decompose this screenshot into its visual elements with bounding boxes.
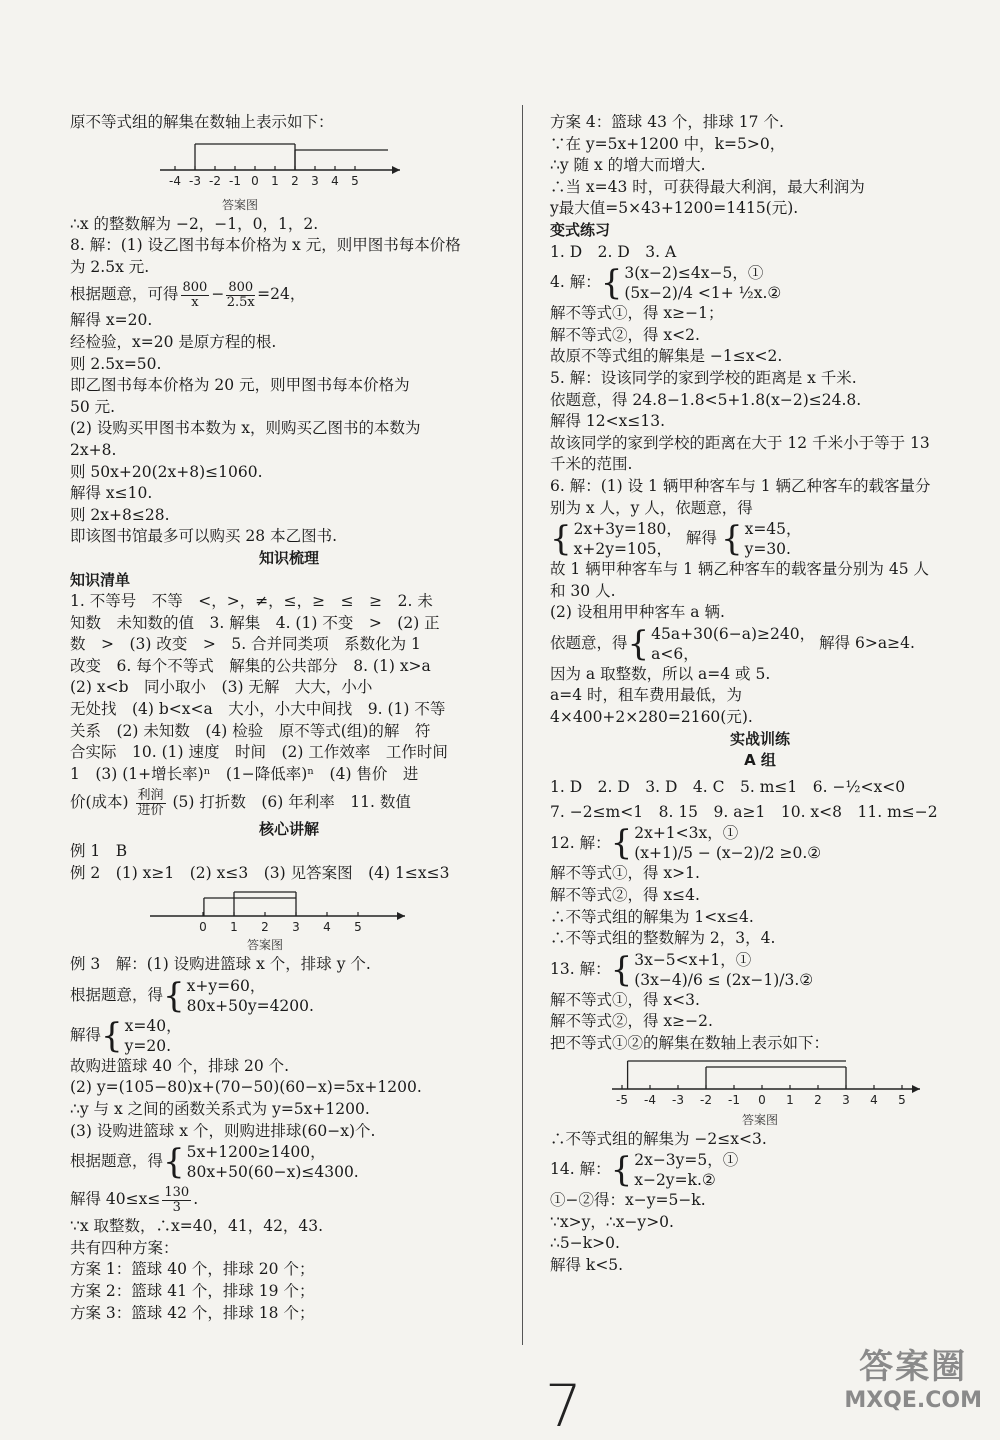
text-line: 解不等式②，得 x≤4. bbox=[550, 886, 700, 905]
numerator: 800 bbox=[182, 279, 208, 295]
equation-system bbox=[550, 519, 970, 559]
text-line: 7. −2≤m<1 8. 15 9. a≥1 10. x<8 11. m≤−2 bbox=[550, 802, 938, 821]
brace-glyph: { bbox=[627, 623, 650, 664]
text-line: ①−②得：x−y=5−k. bbox=[550, 1191, 706, 1210]
text-line: 原不等式组的解集在数轴上表示如下： bbox=[70, 113, 334, 131]
tick-label: -4 bbox=[644, 1092, 656, 1107]
minus-sign: − bbox=[211, 285, 225, 304]
text-line: ∵在 y=5x+1200 中，k=5>0， bbox=[550, 134, 786, 153]
text-span: . bbox=[193, 1190, 199, 1209]
tick-label: -4 bbox=[169, 173, 181, 188]
tick-label: 3 bbox=[292, 920, 300, 935]
text-line: 1. 不等号 不等 <，>，≠，≤，≥ ≤ ≥ 2. 未 bbox=[70, 592, 433, 611]
equation: 5x+1200≥1400， bbox=[186, 1143, 326, 1162]
text-line: 解不等式①，得 x>1. bbox=[550, 864, 700, 883]
text-line bbox=[70, 785, 508, 819]
text-line: 为 2.5x 元. bbox=[70, 257, 150, 276]
equation-system bbox=[550, 263, 970, 303]
text-line: 即乙图书每本价格为 20 元，则甲图书每本价格为 bbox=[70, 376, 410, 395]
equation: x=40， bbox=[124, 1016, 182, 1035]
numerator: 800 bbox=[228, 279, 254, 295]
tick-label: 5 bbox=[351, 173, 359, 188]
text-line: 故该同学的家到学校的距离在大于 12 千米小于等于 13 bbox=[550, 433, 930, 452]
text-line: 故购进篮球 40 个，排球 20 个. bbox=[70, 1056, 290, 1075]
section-heading: 知识清单 bbox=[70, 570, 131, 589]
text-line: 故原不等式组的解集是 −1≤x<2. bbox=[550, 347, 783, 366]
tick-label: 0 bbox=[251, 173, 259, 188]
text-span: 解得 6>a≥4. bbox=[819, 634, 915, 653]
text-line: 50 元. bbox=[70, 397, 116, 416]
text-line: 解得 x≤10. bbox=[70, 484, 153, 503]
watermark bbox=[844, 1339, 982, 1413]
text-line: 解得 x=20. bbox=[70, 311, 153, 330]
text-line: 依题意，得 24.8−1.8<5+1.8(x−2)≤24.8. bbox=[550, 390, 862, 409]
text-line: 因为 a 取整数，所以 a=4 或 5. bbox=[550, 664, 771, 683]
tick-label: 2 bbox=[291, 173, 299, 188]
text-line: 把不等式①②的解集在数轴上表示如下： bbox=[550, 1034, 830, 1052]
text-span: 解得 bbox=[70, 1026, 102, 1045]
text-line: 合实际 10. (1) 速度 时间 (2) 工作效率 工作时间 bbox=[70, 743, 448, 762]
denominator: x bbox=[191, 294, 199, 310]
column-divider bbox=[522, 105, 523, 1345]
equation-line bbox=[70, 278, 508, 310]
eq-suffix: =24， bbox=[257, 285, 306, 304]
text-span: 13. 解： bbox=[550, 960, 611, 979]
text-line: 则 50x+20(2x+8)≤1060. bbox=[70, 462, 263, 481]
text-line: 方案 3：篮球 42 个，排球 18 个； bbox=[70, 1303, 315, 1322]
text-line: 故 1 辆甲种客车与 1 辆乙种客车的载客量分别为 45 人 bbox=[550, 560, 930, 579]
tick-label: 1 bbox=[786, 1092, 794, 1107]
text-line: ∴当 x=43 时，可获得最大利润，最大利润为 bbox=[550, 177, 865, 196]
equation-system bbox=[550, 950, 970, 990]
text-line: 例 1 B bbox=[70, 842, 128, 861]
text-line: 别为 x 人，y 人，依题意，得 bbox=[550, 498, 753, 517]
text-line: 经检验，x=20 是原方程的根. bbox=[70, 332, 277, 351]
text-line: 解不等式②，得 x<2. bbox=[550, 325, 700, 344]
tick-label: 2 bbox=[261, 920, 269, 935]
text-line: 即该图书馆最多可以购买 28 本乙图书. bbox=[70, 527, 338, 546]
page-number: 7 bbox=[545, 1372, 582, 1440]
tick-label: 4 bbox=[331, 173, 339, 188]
equation: 80x+50(60−x)≤4300. bbox=[186, 1163, 359, 1182]
equation: a<6， bbox=[651, 644, 699, 663]
text-span: 14. 解： bbox=[550, 1160, 611, 1179]
brace-glyph: { bbox=[600, 263, 623, 304]
equation: 3x−5<x+1，① bbox=[634, 950, 752, 969]
text-line: 例 3 解：(1) 设购进篮球 x 个，排球 y 个. bbox=[70, 955, 371, 974]
tick-label: -3 bbox=[189, 173, 201, 188]
text-span: 依题意，得 bbox=[550, 634, 628, 653]
text-line: 1. D 2. D 3. A bbox=[550, 242, 677, 261]
tick-label: 1 bbox=[271, 173, 279, 188]
text-line: 关系 (2) 未知数 (4) 检验 原不等式(组)的解 符 bbox=[70, 721, 431, 740]
text-line: 解得 k<5. bbox=[550, 1255, 624, 1274]
text-span: 根据题意，得 bbox=[70, 1152, 164, 1171]
text-line: 8. 解：(1) 设乙图书每本价格为 x 元，则甲图书每本价格 bbox=[70, 236, 461, 255]
text-line: 5. 解：设该同学的家到学校的距离是 x 千米. bbox=[550, 368, 857, 387]
brace-glyph: { bbox=[610, 1150, 633, 1191]
axis-arrow bbox=[392, 166, 400, 174]
text-line: 1. D 2. D 3. D 4. C 5. m≤1 6. −½<x<0 bbox=[550, 777, 906, 796]
text-span: 4. 解： bbox=[550, 273, 601, 292]
tick-label: -5 bbox=[616, 1092, 628, 1107]
text-line: 改变 6. 每个不等式 解集的公共部分 8. (1) x>a bbox=[70, 656, 431, 675]
figure-caption: 答案图 bbox=[246, 938, 283, 953]
text-span: 12. 解： bbox=[550, 833, 611, 852]
text-line: ∴不等式组的解集为 −2≤x<3. bbox=[550, 1129, 767, 1148]
fraction bbox=[226, 281, 255, 310]
tick-label: 1 bbox=[230, 920, 238, 935]
text-line: 数 > (3) 改变 > 5. 合并同类项 系数化为 1 bbox=[70, 635, 421, 654]
text-line: 2x+8. bbox=[70, 440, 117, 459]
section-heading: 知识梳理 bbox=[258, 548, 319, 567]
equation: x=45， bbox=[744, 520, 802, 539]
text-line: ∴x 的整数解为 −2，−1，0，1，2. bbox=[70, 214, 319, 233]
text-line: 6. 解：(1) 设 1 辆甲种客车与 1 辆乙种客车的载客量分 bbox=[550, 476, 931, 495]
text-line: ∵x 取整数，∴x=40，41，42，43. bbox=[70, 1217, 324, 1236]
numerator: 130 bbox=[164, 1184, 190, 1200]
watermark-logo-text: 答案圈 bbox=[859, 1347, 968, 1387]
text-line: 解得 12<x≤13. bbox=[550, 412, 666, 431]
tick-label: -3 bbox=[672, 1092, 684, 1107]
tick-label: -1 bbox=[229, 173, 241, 188]
equation: (3x−4)/6 ≤ (2x−1)/3.② bbox=[634, 970, 814, 989]
tick-label: 3 bbox=[842, 1092, 850, 1107]
text-line: 例 2 (1) x≥1 (2) x≤3 (3) 见答案图 (4) 1≤x≤3 bbox=[70, 863, 450, 882]
text-line: ∴不等式组的解集为 1<x≤4. bbox=[550, 907, 754, 926]
text-line: (2) x<b 同小取小 (3) 无解 大大，小小 bbox=[70, 678, 373, 697]
text-line: ∴5−k>0. bbox=[550, 1234, 620, 1253]
tick-label: 0 bbox=[758, 1092, 766, 1107]
brace-glyph: { bbox=[610, 949, 633, 990]
tick-label: 5 bbox=[354, 920, 362, 935]
left-column bbox=[70, 112, 508, 1324]
text-span: 解得 40≤x≤ bbox=[70, 1190, 161, 1209]
equation-system bbox=[550, 624, 970, 664]
brace-glyph: { bbox=[550, 519, 572, 560]
tick-label: -1 bbox=[728, 1092, 740, 1107]
fraction bbox=[136, 789, 166, 818]
tick-label: -2 bbox=[209, 173, 221, 188]
equation: y=30. bbox=[744, 540, 791, 559]
text-line: 1 (3) (1+增长率)ⁿ (1−降低率)ⁿ (4) 售价 进 bbox=[70, 764, 419, 783]
text-line: 千米的范围. bbox=[550, 455, 633, 474]
equation-system bbox=[550, 1150, 970, 1190]
equation: x−2y=k.② bbox=[634, 1171, 716, 1190]
text-line: 知数 未知数的值 3. 解集 4. (1) 不变 > (2) 正 bbox=[70, 613, 440, 632]
text-line: y最大值=5×43+1200=1415(元). bbox=[550, 199, 799, 218]
right-column bbox=[550, 112, 970, 1277]
fraction bbox=[181, 281, 210, 310]
text-span: 根据题意，得 bbox=[70, 986, 164, 1005]
denominator: 进价 bbox=[137, 802, 164, 818]
axis-arrow bbox=[397, 912, 405, 920]
text-line: 4×400+2×280=2160(元). bbox=[550, 708, 753, 727]
text-line: 方案 1：篮球 40 个，排球 20 个； bbox=[70, 1260, 315, 1279]
text-line: (2) y=(105−80)x+(70−50)(60−x)=5x+1200. bbox=[70, 1078, 422, 1097]
equation-system bbox=[70, 1142, 508, 1182]
text-line: a=4 时，租车费用最低，为 bbox=[550, 686, 743, 705]
text-line bbox=[70, 1182, 508, 1216]
equation-system bbox=[550, 823, 970, 863]
equation: (5x−2)/4 <1+ ½x.② bbox=[624, 284, 782, 303]
equation: 80x+50y=4200. bbox=[186, 996, 314, 1015]
equation-system bbox=[70, 1016, 508, 1056]
text-line: 解不等式②，得 x≥−2. bbox=[550, 1012, 713, 1031]
text-line: (2) 设租用甲种客车 a 辆. bbox=[550, 603, 725, 622]
tick-label: 0 bbox=[199, 920, 207, 935]
text-line: ∴y 与 x 之间的函数关系式为 y=5x+1200. bbox=[70, 1100, 370, 1118]
text-line: 方案 4：篮球 43 个，排球 17 个. bbox=[550, 113, 784, 131]
watermark-url: MXQE.COM bbox=[844, 1388, 982, 1413]
tick-label: 4 bbox=[870, 1092, 878, 1107]
text-line: 则 2.5x=50. bbox=[70, 354, 162, 373]
axis-arrow bbox=[912, 1085, 920, 1093]
text-line: (3) 设购进篮球 x 个，则购进排球(60−x)个. bbox=[70, 1121, 376, 1140]
figure-caption: 答案图 bbox=[741, 1112, 778, 1127]
tick-label: 4 bbox=[323, 920, 331, 935]
tick-label: 2 bbox=[814, 1092, 822, 1107]
figure-caption: 答案图 bbox=[221, 197, 258, 212]
text-line: (2) 设购买甲图书本数为 x，则购买乙图书的本数为 bbox=[70, 419, 421, 438]
text-span: 解得 bbox=[685, 529, 717, 548]
tick-label: 5 bbox=[898, 1092, 906, 1107]
numerator: 利润 bbox=[137, 787, 164, 803]
text-line: 则 2x+8≤28. bbox=[70, 505, 170, 524]
brace-glyph: { bbox=[163, 975, 185, 1016]
denominator: 3 bbox=[172, 1199, 181, 1215]
section-heading: A 组 bbox=[744, 751, 776, 770]
text-line: ∵x>y，∴x−y>0. bbox=[550, 1212, 674, 1231]
equation: 3(x−2)≤4x−5，① bbox=[624, 264, 764, 283]
text-span: (5) 打折数 (6) 年利率 11. 数值 bbox=[172, 793, 411, 812]
number-line-figure-3 bbox=[550, 1057, 970, 1109]
text-line: 和 30 人. bbox=[550, 581, 616, 600]
text-line: 无处找 (4) b<x<a 大小，小大中间找 9. (1) 不等 bbox=[70, 700, 446, 719]
brace-glyph: { bbox=[101, 1015, 123, 1056]
number-line-figure-2 bbox=[70, 886, 508, 934]
brace-glyph: { bbox=[610, 823, 633, 864]
equation: 2x+1<3x，① bbox=[634, 824, 739, 843]
section-heading: 变式练习 bbox=[550, 220, 611, 239]
denominator: 2.5x bbox=[226, 294, 255, 310]
equation: y=20. bbox=[124, 1036, 172, 1055]
text-line: 方案 2：篮球 41 个，排球 19 个； bbox=[70, 1281, 315, 1300]
brace-glyph: { bbox=[720, 519, 743, 560]
text-line: ∴y 随 x 的增大而增大. bbox=[550, 156, 706, 175]
equation-system bbox=[70, 976, 508, 1016]
tick-label: 3 bbox=[311, 173, 319, 188]
number-line-figure-1 bbox=[70, 136, 508, 194]
text-line: 解不等式①，得 x<3. bbox=[550, 990, 700, 1009]
equation: 45a+30(6−a)≥240， bbox=[651, 624, 816, 643]
text-line: 解不等式①，得 x≥−1； bbox=[550, 304, 724, 323]
tick-label: -2 bbox=[700, 1092, 712, 1107]
equation: x+y=60， bbox=[186, 976, 266, 995]
text-line: 共有四种方案： bbox=[70, 1238, 179, 1257]
fraction bbox=[162, 1186, 191, 1215]
equation: x+2y=105， bbox=[573, 540, 673, 559]
text-span: 价(成本) bbox=[70, 793, 129, 812]
eq-prefix: 根据题意，可得 bbox=[70, 285, 179, 304]
section-heading: 实战训练 bbox=[729, 729, 790, 748]
section-heading: 核心讲解 bbox=[258, 820, 319, 839]
equation: 2x+3y=180， bbox=[573, 520, 682, 539]
text-line: ∴不等式组的整数解为 2，3，4. bbox=[550, 929, 776, 948]
equation: 2x−3y=5，① bbox=[634, 1151, 739, 1170]
equation: (x+1)/5 − (x−2)/2 ≥0.② bbox=[634, 844, 822, 863]
brace-glyph: { bbox=[163, 1142, 185, 1183]
